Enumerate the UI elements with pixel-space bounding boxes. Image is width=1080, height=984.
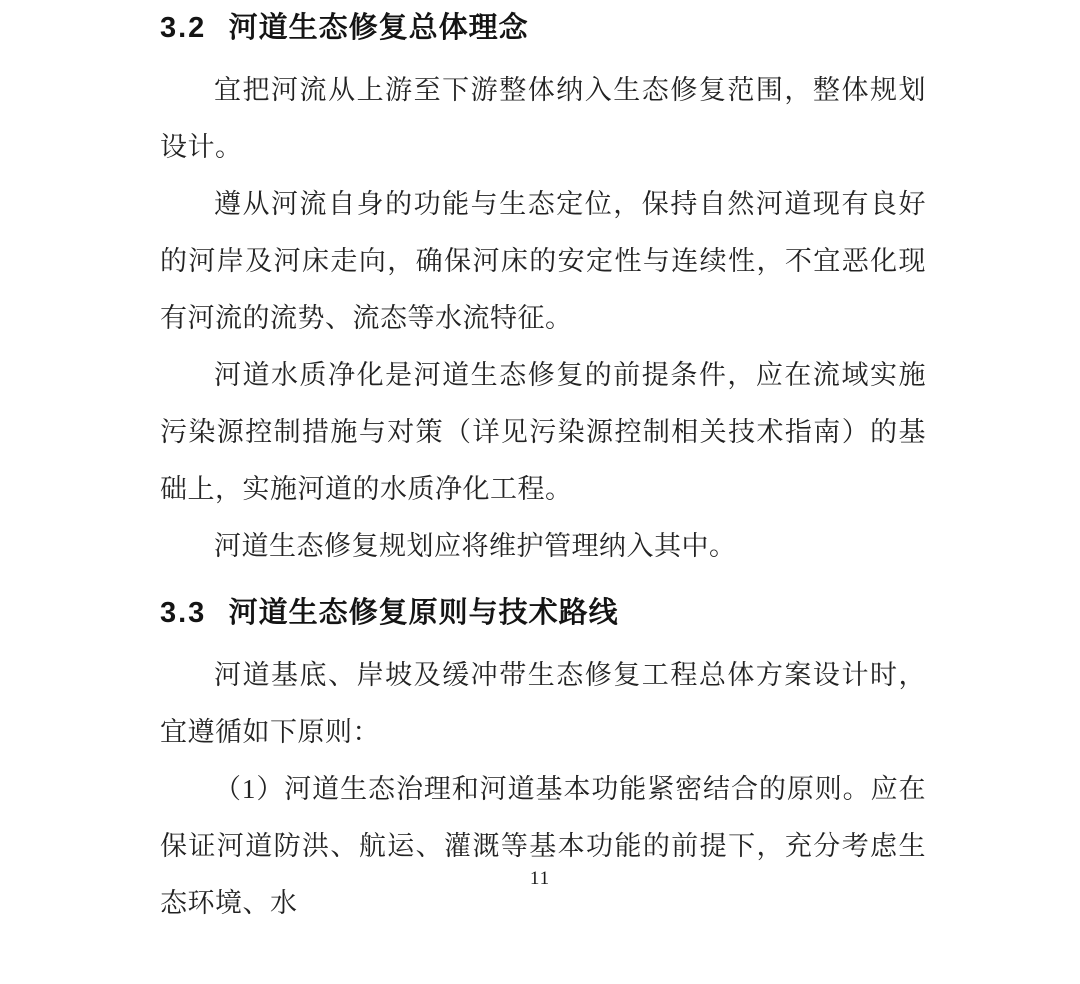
paragraph: 遵从河流自身的功能与生态定位，保持自然河道现有良好的河岸及河床走向，确保河床的安定性与连续性，不宜恶化现有河流的流势、流态等水流特征。 <box>160 189 926 333</box>
page-content <box>160 8 926 932</box>
paragraph: 宜把河流从上游至下游整体纳入生态修复范围，整体规划设计。 <box>160 75 926 162</box>
section-number: 3.2 <box>160 12 207 44</box>
page-number: 11 <box>529 868 551 889</box>
paragraph: 河道基底、岸坡及缓冲带生态修复工程总体方案设计时，宜遵循如下原则： <box>160 660 926 747</box>
paragraph: 河道生态修复规划应将维护管理纳入其中。 <box>214 531 737 561</box>
section-title: 河道生态修复原则与技术路线 <box>228 597 619 629</box>
section-3-2-body <box>160 62 926 575</box>
section-number: 3.3 <box>160 597 207 629</box>
paragraph: 河道水质净化是河道生态修复的前提条件，应在流域实施污染源控制措施与对策（详见污染源控制相关技术指南）的基础上，实施河道的水质净化工程。 <box>160 360 926 504</box>
section-heading-3-2 <box>160 8 926 48</box>
section-title: 河道生态修复总体理念 <box>228 12 529 44</box>
paragraph: （1）河道生态治理和河道基本功能紧密结合的原则。应在保证河道防洪、航运、灌溉等基本功能的前提下，充分考虑生态环境、水 <box>160 774 926 918</box>
section-heading-3-3 <box>160 593 926 633</box>
